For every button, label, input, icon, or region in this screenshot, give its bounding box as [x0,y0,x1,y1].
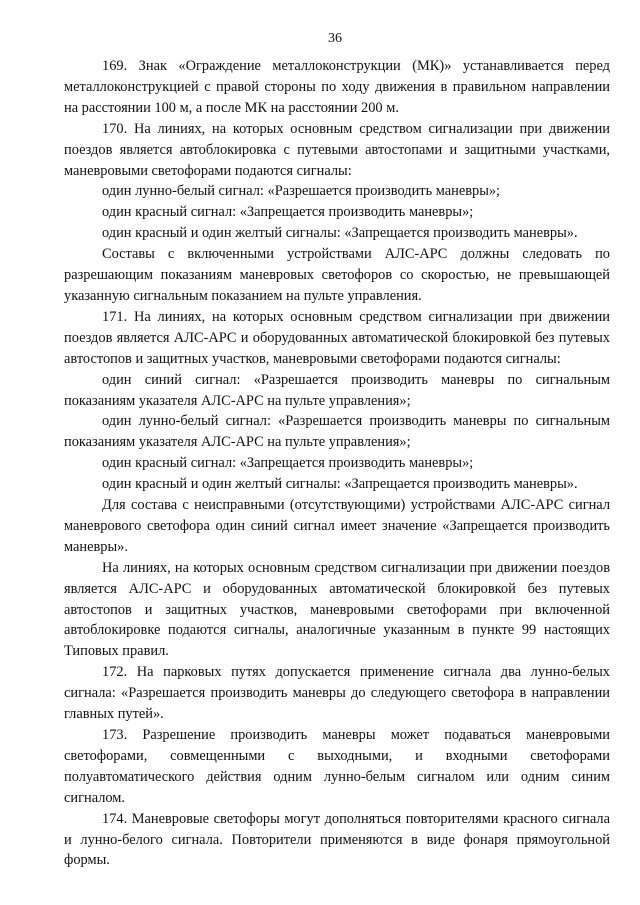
paragraph-text: На линиях, на которых основным средством сигнализации при движении поездов является АЛС-АРС и оборудованных автоматической блокировкой без путевых автостопов и защитных участков, маневровыми светофорами при включенной автоблокировке подаются сигналы, аналогичные указанным в пункте 99 настоящих Типовых правил. [64,559,610,660]
paragraph-text: Составы с включенными устройствами АЛС-АРС должны следовать по разрешающим показаниям маневровых светофоров со скоростью, не превышающей указанную сигнальным показанием на пульте управления. [64,246,610,304]
page-number: 36 [328,31,342,46]
signal-item: один лунно-белый сигнал: «Разрешается производить маневры по сигнальным показаниям указателя АЛС-АРС на пульте управления»; [64,413,610,451]
paragraph-169: 169. Знак «Ограждение металлоконструкции (МК)» устанавливается перед металлоконструкцией с правой стороны по ходу движения в правильном направлении на расстоянии 100 м, а после МК на расстоянии 200 м. [64,58,610,116]
signal-item: один красный сигнал: «Запрещается производить маневры»; [102,204,474,221]
paragraph-171: 171. На линиях, на которых основным средством сигнализации при движении поездов является АЛС-АРС и оборудованных автоматической блокировкой без путевых автостопов и защитных участков, маневровыми светофорами подаются сигналы: [64,308,610,367]
signal-item: один синий сигнал: «Разрешается производить маневры по сигнальным показаниям указателя АЛС-АРС на пульте управления»; [64,371,610,409]
paragraph-173: 173. Разрешение производить маневры может подаваться маневровыми светофорами, совмещенными с выходными, и входными светофорами полуавтоматического действия одним лунно-белым сигналом или одним синим сигналом. [64,727,610,806]
paragraph-text: Для состава с неисправными (отсутствующими) устройствами АЛС-АРС сигнал маневрового светофора один синий сигнал имеет значение «Запрещается производить маневры». [64,497,610,555]
paragraph-174: 174. Маневровые светофоры могут дополняться повторителями красного сигнала и лунно-белого сигнала. Повторители применяются в виде фонаря прямоугольной формы. [64,810,610,869]
paragraph-172: 172. На парковых путях допускается применение сигнала два лунно-белых сигнала: «Разрешается производить маневры до следующего светофора в направлении главных путей». [64,664,610,723]
signal-item: один лунно-белый сигнал: «Разрешается производить маневры»; [102,183,501,200]
signal-item: один красный сигнал: «Запрещается производить маневры»; [102,455,474,472]
paragraph-170: 170. На линиях, на которых основным средством сигнализации при движении поездов является автоблокировка с путевыми автостопами и защитными участками, маневровыми светофорами подаются сигналы: [64,120,610,179]
signal-item: один красный и один желтый сигналы: «Запрещается производить маневры». [102,225,578,242]
signal-item: один красный и один желтый сигналы: «Запрещается производить маневры». [102,476,578,493]
